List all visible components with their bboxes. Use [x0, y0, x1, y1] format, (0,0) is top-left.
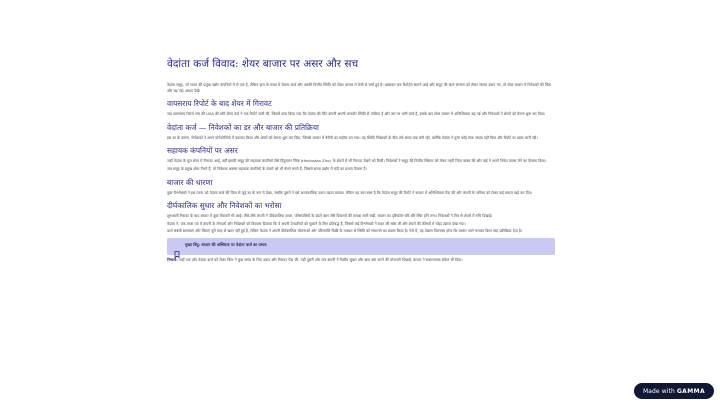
section-paragraph: जब समूह के प्रमुख शेयर गिरते हैं, तो निवेशक अक्सर सहायक कंपनियों के शेयरों को भी बेचने लगते हैं, जिससे समग्र उद्योग में मंदी का प्रभाव फैलता है।	[167, 166, 367, 171]
section-paragraph: वेदांता ने, एक ताजा पत्र में कंपनी के लेनदारों और निवेशकों को विश्वास दिलाया कि वे अपनी देनदारियों को चुकाने के लिए प्रतिबद्ध हैं, जिससे कई विश्लेषकों ने राहत की सांस ली और शेयरों की कीमतों में थोड़ा उछाल देखा गया।	[167, 221, 466, 226]
article	[167, 58, 555, 266]
badge-brand: GAMMA	[676, 387, 706, 395]
conclusion-paragraph	[167, 258, 555, 264]
made-with-gamma-badge[interactable]	[634, 383, 714, 399]
section-paragraph: कर्ज संबंधी समस्याएं और चिंताएं पूरी तरह से खत्म नहीं हुई हैं, लेकिन वेदांता ने अपनी दीर्घकालिक योजनाओं और परिसंपत्ति बिक्री के माध्यम से स्थिति को संभालने का प्रयास किया है। ऐसे में, यह देखना दिलचस्प होगा कि बाजार आगे चलकर किस तरह प्रतिक्रिया देता है।	[167, 229, 523, 234]
conclusion-text: जहाँ एक ओर वेदांता कर्ज को लेकर चिंता ने कुछ समय के लिए दबाव और गिरावट पैदा की, वहीं दूसरी ओर जब कंपनी ने वित्तीय सुधार और ऋण कम करने की योजनाएँ दिखाईं, बाजार ने सकारात्मक संकेत भी दिया।	[178, 257, 463, 262]
intro-paragraph: वेदांता समूह, जो भारत की प्रमुख उद्योग कंपनियों में से एक है, लेकिन हाल के समय में वेदांता कर्ज और उसकी वित्तीय स्थिति को लेकर बाजार में तेजी से चर्चा हुई है। खासकर जब रिपोर्ट्स सामने आईं और समूह की ऋण संरचना को लेकर सवाल उठाए गए, तो शेयर बाजार में निवेशकों की चिंता और बढ़ गई। आइए देखें।	[167, 83, 552, 93]
section-heading-subsidiaries: सहायक कंपनियों पर असर	[167, 146, 238, 156]
section-paragraph: जब वायसराय रिसर्च नाम की USA की शॉर्ट सेलर फर्म ने एक रिपोर्ट जारी की, जिसमें दावा किया गया कि वेदांता की पैरेंट कंपनी अपनी कमजोर स्थिति से वाकिफ है और उस पर भारी कर्ज है, इसके बाद शेयर बाजार में अनिश्चितता बढ़ गई और निवेशकों ने शेयरों को बेचना शुरू कर दिया।	[167, 112, 546, 117]
section-heading-long-term-recovery: दीर्घकालिक सुधार और निवेशकों का भरोसा	[167, 201, 282, 211]
key-point-callout	[167, 238, 555, 255]
conclusion-label: निष्कर्ष:	[167, 257, 178, 262]
section-heading-market-perception: बाजार की धारणा	[167, 177, 213, 187]
badge-prefix: Made with	[642, 387, 675, 395]
callout-text: मुख्य बिंदु: बाजार की अस्थिरता पर वेदांता कर्ज का प्रभाव	[185, 241, 267, 247]
section-heading-investor-fear: वेदांता कर्ज — निवेशकों का डर और बाजार की प्रतिक्रिया	[167, 122, 319, 132]
section-heading-viceroy: वायसराय रिपोर्ट के बाद शेयर में गिरावट	[167, 99, 272, 109]
section-paragraph: जहाँ वेदांता के मूल शेयर में गिरावट आई, वहीं इसकी समूह की सहायक कंपनियों जैसे हिंदुस्तान जिंक (Hindustan Zinc) के शेयरों में भी गिरावट देखने को मिली। निवेशकों ने समूह की वित्तीय स्थिरता को लेकर गहरी चिंता व्यक्त की और कई ने अपने निवेश वापस लेने का फैसला किया।	[167, 159, 547, 164]
section-paragraph: कुछ विश्लेषकों ने इस घटना को वेदांता कर्ज की चिंता से जुड़े डर के रूप में देखा, जबकि दूसरों ने इसे अल्पकालिक उतार-चढ़ाव बताया। लेकिन यह बात स्पष्ट है कि वेदांता समूह की रिपोर्ट ने बाजार में अनिश्चितता पैदा की और कंपनी के भविष्य को लेकर कई सवाल खड़े कर दिए।	[167, 190, 533, 195]
page-title: वेदांता कर्ज विवाद: शेयर बाजार पर असर और सच	[167, 58, 359, 70]
section-paragraph: शुरुआती गिरावट के बाद बाजार में कुछ रिकवरी भी आई। जैसे-जैसे कंपनी ने दीर्घकालिक उधार, परिसंपत्तियों के बदले ऋण जैसे विकल्पों की तलाश जारी रखी, बाजार का दृष्टिकोण धीरे-धीरे स्थिर होने लगा। निवेशकों ने फिर से शेयरों में रुचि दिखाई।	[167, 214, 493, 219]
bookmark-icon	[173, 244, 182, 253]
section-paragraph: इस डर के कारण, निवेशकों ने अपने पोर्टफोलियो में बदलाव किया और शेयरों को बेचना शुरू कर दिया, जिससे बाजार में बेचैनी का माहौल बन गया। यह स्थिति निवेशकों के बीच लंबे समय तक बनी रही, क्योंकि वेदांता ने तुरंत कोई स्पष्ट जवाब नहीं दिया और रिपोर्ट पर बहस जारी रही।	[167, 135, 538, 140]
